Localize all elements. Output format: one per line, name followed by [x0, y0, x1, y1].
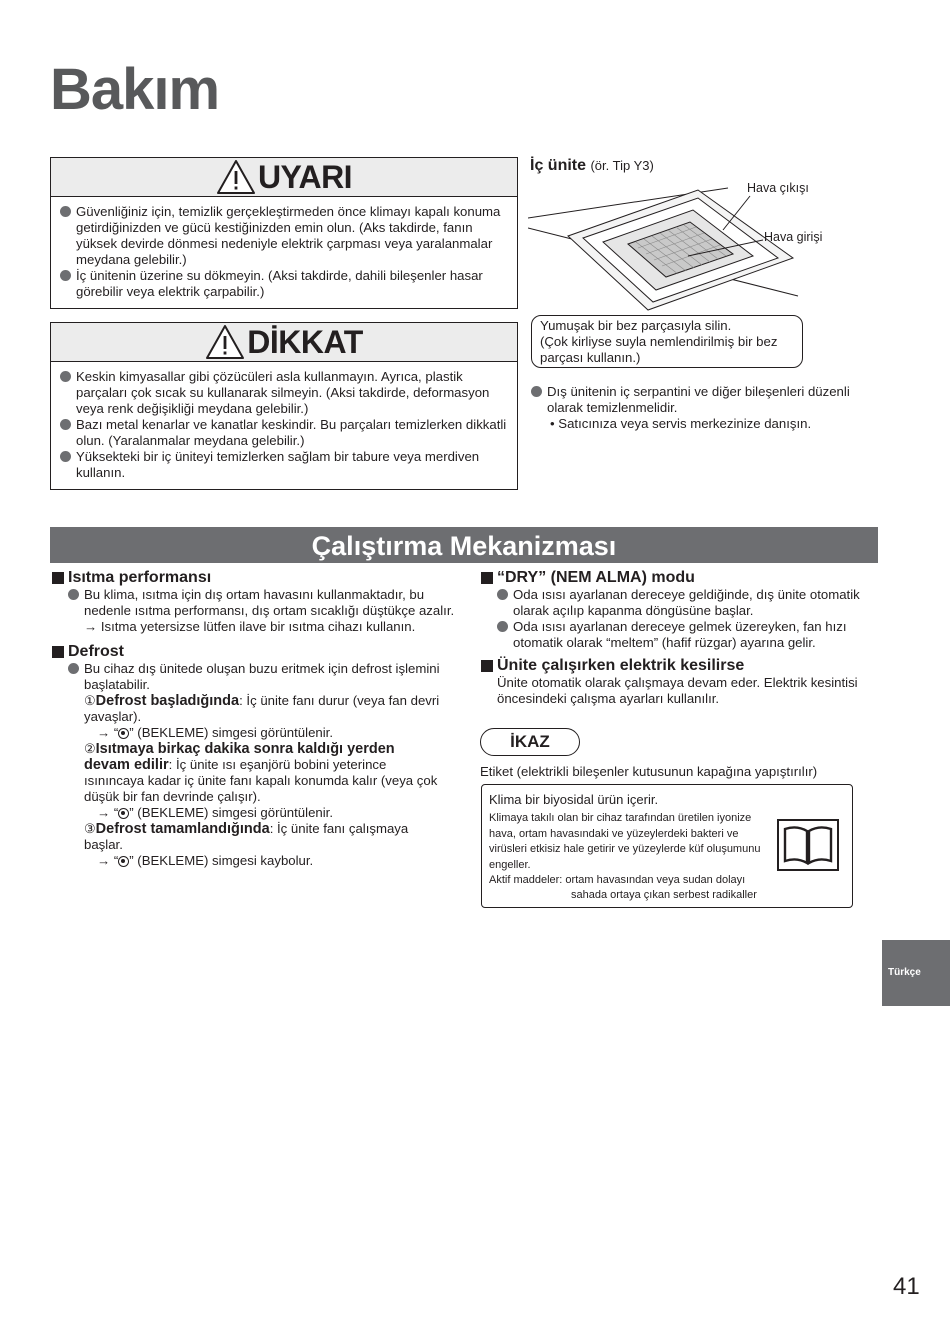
air-inlet-label: Hava girişi: [764, 230, 823, 244]
bullet-icon: [68, 589, 79, 600]
list-item: Bu cihaz dış ünitede oluşan buzu eritmek için defrost işlemini başlatabilir.: [68, 661, 472, 693]
indoor-unit-illustration: [528, 178, 808, 313]
page-title: Bakım: [50, 57, 220, 122]
label-text: Klimaya takılı olan bir cihaz tarafından üretilen iyonize hava, ortam havasındaki ve yüzeylerdeki bakteri ve virüsleri etkisiz hale getirir ve yüzeylerde küf oluşumunu engeller.: [489, 812, 761, 871]
label-caption: Etiket (elektrikli bileşenler kutusunun kapağına yapıştırılır): [480, 764, 818, 779]
warning-triangle-icon: [216, 159, 256, 195]
bullet-icon: [531, 386, 542, 397]
defrost-steps: ①Defrost başladığında: İç ünite fanı durur (veya fan devri yavaşlar). → “ ” (BEKLEME) simgesi görüntülenir. ②Isıtmaya birkaç dakika sonra kaldığı yerden devam edilir: İç ünite ısı eşanjörü bobini yeterince ısınıncaya kadar iç ünite fanı kapalı konumda kalır (veya çok düşük bir fan devrinde çalışır). → “ ” (BEKLEME) simgesi görüntülenir. ③Defrost tamamlandığında: İç ünite fanı çalışmaya başlar. → “ ” (BEKLEME) simgesi kaybolur.: [84, 693, 440, 868]
section-title: Çalıştırma Mekanizması: [50, 527, 878, 563]
right-column: [481, 569, 881, 707]
book-icon: [777, 819, 839, 871]
list-item: Dış ünitenin iç serpantini ve diğer bileşenleri düzenli olarak temizlenmelidir.: [531, 384, 881, 416]
left-column: [52, 569, 472, 869]
list-item: Yüksekteki bir iç üniteyi temizlerken sağlam bir tabure veya merdiven kullanın.: [60, 449, 509, 481]
square-bullet-icon: [52, 646, 64, 658]
defrost-step-1: ①Defrost başladığında: İç ünite fanı durur (veya fan devri yavaşlar).: [84, 693, 440, 724]
language-tab: Türkçe: [882, 940, 950, 1006]
heating-heading: Isıtma performansı: [52, 569, 472, 587]
indoor-heading: İç ünite (ör. Tip Y3): [530, 157, 654, 174]
label-title: Klima bir biyosidal ürün içerir.: [489, 792, 659, 807]
standby-fan-icon: [118, 728, 129, 739]
bullet-icon: [60, 419, 71, 430]
power-cut-heading: Ünite çalışırken elektrik kesilirse: [481, 657, 881, 675]
list-item: Oda ısısı ayarlanan dereceye gelmek üzereyken, fan hızı otomatik olarak “meltem” (hafif rüzgar) ayarına gelir.: [497, 619, 881, 651]
bullet-icon: [497, 589, 508, 600]
air-outlet-label: Hava çıkışı: [747, 181, 809, 195]
warning-box: [50, 157, 518, 309]
notice-badge: İKAZ: [480, 728, 580, 756]
warning-header: [51, 158, 517, 197]
biocide-label: [481, 784, 853, 908]
square-bullet-icon: [52, 572, 64, 584]
caution-box: [50, 322, 518, 490]
bullet-icon: [497, 621, 508, 632]
warning-heading: UYARI: [257, 158, 353, 195]
defrost-heading: Defrost: [52, 643, 472, 661]
standby-fan-icon: [118, 856, 129, 867]
list-item: Bu klima, ısıtma için dış ortam havasını kullanmaktadır, bu nedenle ısıtma performansı, dış ortam sıcaklığı düştükçe azalır.: [68, 587, 472, 619]
list-item: Güvenliğiniz için, temizlik gerçekleştirmeden önce klimayı kapalı konuma getirdiğinizden ve gücü kestiğinizden emin olun. (Aks takdirde, fanın yüksek devirde dönmesi nedeniyle elektrik çarpması veya yaralanmalar meydana gelebilir.): [60, 204, 509, 268]
list-item: Bazı metal kenarlar ve kanatlar keskindir. Bu parçaları temizlerken dikkatli olun. (Yaralanmalar meydana gelebilir.): [60, 417, 509, 449]
bullet-icon: [60, 206, 71, 217]
label-active-2: sahada ortaya çıkan serbest radikaller: [571, 889, 757, 901]
power-cut-text: Ünite otomatik olarak çalışmaya devam eder. Elektrik kesintisi öncesindeki çalışma ayarları kullanılır.: [497, 675, 858, 706]
list-item: Oda ısısı ayarlanan dereceye geldiğinde, dış ünite otomatik olarak açılıp kapanma döngüsüne başlar.: [497, 587, 881, 619]
caution-header: [51, 323, 517, 362]
list-item: Keskin kimyasallar gibi çözücüleri asla kullanmayın. Ayrıca, plastik parçaları çok sıcak su kullanarak silmeyin. (Aksi takdirde, deformasyon veya renk değişikliği meydana gelebilir.): [60, 369, 509, 417]
label-active: Aktif maddeler: ortam havasından veya sudan dolayı: [489, 874, 746, 886]
list-item: İç ünitenin üzerine su dökmeyin. (Aksi takdirde, dahili bileşenler hasar görebilir veya elektrik çarpabilir.): [60, 268, 509, 300]
bullet-icon: [68, 663, 79, 674]
outdoor-note: Dış ünitenin iç serpantini ve diğer bileşenleri düzenli olarak temizlenmelidir. • Satıcınıza veya servis merkezinize danışın.: [531, 384, 881, 432]
defrost-step-2: ②Isıtmaya birkaç dakika sonra kaldığı yerden devam edilir: İç ünite ısı eşanjörü bobini yeterince ısınıncaya kadar iç ünite fanı kapalı konumda kalır (veya çok düşük bir fan devrinde çalışır).: [84, 741, 438, 804]
square-bullet-icon: [481, 572, 493, 584]
standby-fan-icon: [118, 808, 129, 819]
page-number: 41: [893, 1273, 920, 1300]
cleaning-callout: Yumuşak bir bez parçasıyla silin. (Çok kirliyse suyla nemlendirilmiş bir bez parçası kullanın.): [531, 315, 803, 368]
dry-heading: “DRY” (NEM ALMA) modu: [481, 569, 881, 587]
square-bullet-icon: [481, 660, 493, 672]
defrost-step-3: ③Defrost tamamlandığında: İç ünite fanı çalışmaya başlar.: [84, 821, 409, 852]
caution-heading: DİKKAT: [247, 323, 363, 360]
bullet-icon: [60, 451, 71, 462]
bullet-icon: [60, 270, 71, 281]
caution-triangle-icon: [205, 324, 245, 360]
bullet-icon: [60, 371, 71, 382]
heating-arrow-text: → Isıtma yetersizse lütfen ilave bir ısıtma cihazı kullanın.: [84, 619, 416, 634]
